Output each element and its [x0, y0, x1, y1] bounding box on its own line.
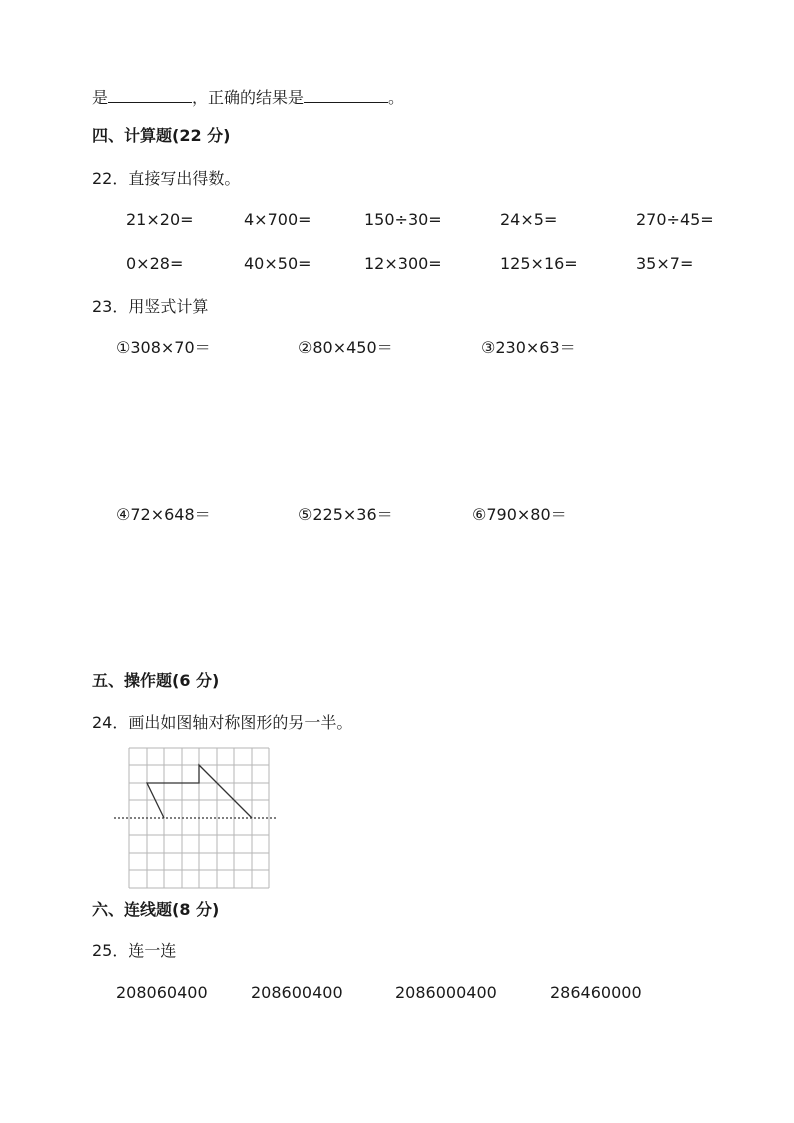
symmetry-grid-figure [114, 745, 276, 895]
q25-number[interactable]: 208600400 [251, 983, 343, 1002]
q23-label: 23．用竖式计算 [92, 297, 209, 316]
section-5-title: 五、操作题(6 分) [92, 671, 220, 690]
q25-label: 25．连一连 [92, 941, 177, 960]
grid-svg [114, 745, 276, 891]
q22-expr: 24×5= [500, 210, 558, 229]
q22-expr: 35×7= [636, 254, 694, 273]
q22-expr: 4×700= [244, 210, 312, 229]
q22-expr: 40×50= [244, 254, 312, 273]
q25-number[interactable]: 208060400 [116, 983, 208, 1002]
q22-expr: 270÷45= [636, 210, 714, 229]
q23-expr: ②80×450＝ [298, 338, 393, 357]
q23-expr: ⑤225×36＝ [298, 505, 393, 524]
section-6-title: 六、连线题(8 分) [92, 900, 220, 919]
q23-expr: ④72×648＝ [116, 505, 211, 524]
q22-expr: 12×300= [364, 254, 442, 273]
q24-label: 24．画出如图轴对称图形的另一半。 [92, 713, 353, 732]
q22-expr: 21×20= [126, 210, 194, 229]
fill-suffix: 。 [388, 88, 405, 107]
q22-expr: 125×16= [500, 254, 578, 273]
q23-expr: ③230×63＝ [481, 338, 576, 357]
answer-blank-2[interactable] [304, 86, 388, 103]
q23-expr: ①308×70＝ [116, 338, 211, 357]
q25-number[interactable]: 286460000 [550, 983, 642, 1002]
q25-number[interactable]: 2086000400 [395, 983, 497, 1002]
q22-label: 22．直接写出得数。 [92, 169, 241, 188]
fill-in-line [92, 86, 404, 108]
q22-expr: 0×28= [126, 254, 184, 273]
section-4-title: 四、计算题(22 分) [92, 126, 231, 145]
fill-middle: ，正确的结果是 [192, 88, 305, 107]
answer-blank-1[interactable] [108, 86, 192, 103]
fill-prefix: 是 [92, 88, 109, 107]
q23-expr: ⑥790×80＝ [472, 505, 567, 524]
q22-expr: 150÷30= [364, 210, 442, 229]
